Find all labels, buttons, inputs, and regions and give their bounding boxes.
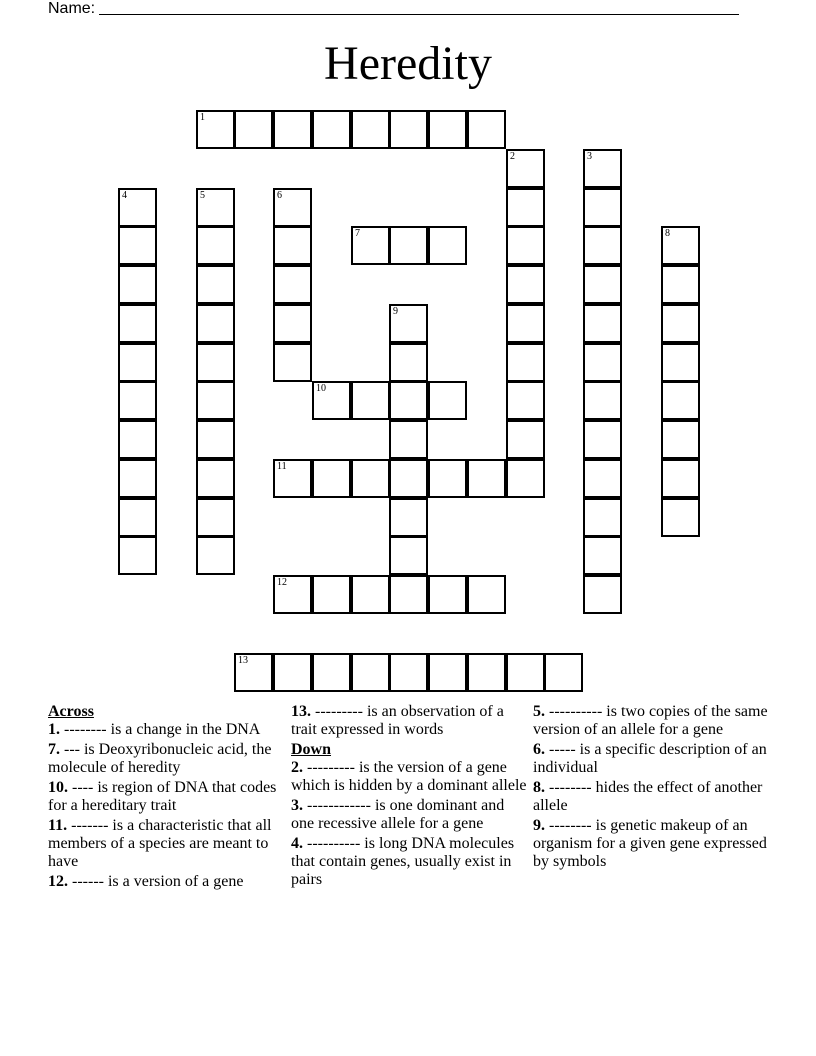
cell-number: 2 <box>510 151 515 162</box>
clue-item <box>48 873 284 891</box>
crossword-cell[interactable] <box>661 304 700 343</box>
clue-text: --------- is the version of a gene which is hidden by a dominant allele <box>291 759 527 794</box>
crossword-cell[interactable] <box>661 265 700 304</box>
page-title: Heredity <box>324 37 492 90</box>
clue-number: 11. <box>48 817 68 834</box>
crossword-cell[interactable] <box>389 653 428 692</box>
crossword-cell[interactable] <box>196 459 235 498</box>
crossword-cell[interactable] <box>273 265 312 304</box>
crossword-cell[interactable] <box>273 575 312 614</box>
crossword-cell[interactable] <box>389 381 428 420</box>
crossword-cell[interactable] <box>661 226 700 265</box>
crossword-cell[interactable] <box>118 420 157 459</box>
clue-item <box>48 721 284 739</box>
crossword-cell[interactable] <box>467 653 506 692</box>
crossword-cell[interactable] <box>273 226 312 265</box>
crossword-cell[interactable] <box>661 459 700 498</box>
cell-number: 8 <box>665 228 670 239</box>
crossword-cell[interactable] <box>389 498 428 537</box>
cell-number: 5 <box>200 190 205 201</box>
cell-number: 1 <box>200 112 205 123</box>
crossword-cell[interactable] <box>506 304 545 343</box>
crossword-cell[interactable] <box>312 653 351 692</box>
crossword-cell[interactable] <box>389 343 428 382</box>
crossword-cell[interactable] <box>583 304 622 343</box>
clue-number: 7. <box>48 741 60 758</box>
cell-number: 11 <box>277 461 287 472</box>
cell-number: 3 <box>587 151 592 162</box>
crossword-cell[interactable] <box>583 149 622 188</box>
crossword-cell[interactable] <box>583 226 622 265</box>
crossword-cell[interactable] <box>118 536 157 575</box>
crossword-cell[interactable] <box>506 149 545 188</box>
clue-number: 9. <box>533 817 545 834</box>
name-label: Name: <box>48 0 96 17</box>
crossword-cell[interactable] <box>389 304 428 343</box>
crossword-cell[interactable] <box>118 188 157 227</box>
crossword-cell[interactable] <box>351 459 390 498</box>
crossword-cell[interactable] <box>428 653 467 692</box>
crossword-cell[interactable] <box>506 653 545 692</box>
crossword-cell[interactable] <box>118 381 157 420</box>
clue-number: 5. <box>533 703 545 720</box>
across-heading: Across <box>48 703 94 720</box>
crossword-cell[interactable] <box>234 653 273 692</box>
crossword-cell[interactable] <box>118 226 157 265</box>
crossword-cell[interactable] <box>273 343 312 382</box>
crossword-cell[interactable] <box>351 575 390 614</box>
clue-item <box>533 817 769 871</box>
crossword-cell[interactable] <box>118 498 157 537</box>
crossword-cell[interactable] <box>661 343 700 382</box>
crossword-cell[interactable] <box>196 226 235 265</box>
clue-number: 6. <box>533 741 545 758</box>
clue-item <box>48 741 284 777</box>
crossword-cell[interactable] <box>544 653 583 692</box>
clue-text: -------- is a change in the DNA <box>60 721 261 738</box>
crossword-cell[interactable] <box>467 110 506 149</box>
down-heading: Down <box>291 741 332 758</box>
crossword-cell[interactable] <box>196 420 235 459</box>
name-underline[interactable] <box>99 0 739 15</box>
clue-number: 1. <box>48 721 60 738</box>
crossword-cell[interactable] <box>467 575 506 614</box>
crossword-cell[interactable] <box>234 110 273 149</box>
crossword-cell[interactable] <box>506 265 545 304</box>
crossword-cell[interactable] <box>389 459 428 498</box>
crossword-cell[interactable] <box>506 459 545 498</box>
crossword-cell[interactable] <box>428 110 467 149</box>
crossword-cell[interactable] <box>389 575 428 614</box>
name-field[interactable] <box>48 0 748 20</box>
crossword-cell[interactable] <box>661 498 700 537</box>
cell-number: 13 <box>238 655 248 666</box>
crossword-cell[interactable] <box>583 459 622 498</box>
clue-column-1 <box>48 703 284 893</box>
clue-text: ----- is a specific description of an individual <box>533 741 767 776</box>
clue-text: ---------- is two copies of the same version of an allele for a gene <box>533 703 768 738</box>
crossword-cell[interactable] <box>118 304 157 343</box>
clue-text: ------- is a characteristic that all members of a species are meant to have <box>48 817 272 870</box>
crossword-cell[interactable] <box>428 381 467 420</box>
crossword-cell[interactable] <box>583 265 622 304</box>
crossword-cell[interactable] <box>312 381 351 420</box>
crossword-cell[interactable] <box>312 459 351 498</box>
cell-number: 4 <box>122 190 127 201</box>
crossword-cell[interactable] <box>389 226 428 265</box>
clue-item <box>533 703 769 739</box>
clue-text: ------------ is one dominant and one recessive allele for a gene <box>291 797 505 832</box>
crossword-cell[interactable] <box>389 536 428 575</box>
crossword-cell[interactable] <box>273 188 312 227</box>
crossword-cell[interactable] <box>428 459 467 498</box>
crossword-cell[interactable] <box>196 536 235 575</box>
clue-text: -------- hides the effect of another allele <box>533 779 763 814</box>
crossword-cell[interactable] <box>273 653 312 692</box>
cell-number: 12 <box>277 577 287 588</box>
clue-number: 13. <box>291 703 311 720</box>
crossword-cell[interactable] <box>312 110 351 149</box>
clue-number: 12. <box>48 873 68 890</box>
clue-text: --------- is an observation of a trait expressed in words <box>291 703 504 738</box>
clue-item <box>291 759 527 795</box>
crossword-cell[interactable] <box>196 188 235 227</box>
crossword-cell[interactable] <box>583 420 622 459</box>
crossword-cell[interactable] <box>661 420 700 459</box>
crossword-cell[interactable] <box>506 188 545 227</box>
crossword-cell[interactable] <box>506 420 545 459</box>
cell-number: 9 <box>393 306 398 317</box>
crossword-cell[interactable] <box>583 343 622 382</box>
crossword-cell[interactable] <box>196 265 235 304</box>
clue-item <box>291 703 527 739</box>
crossword-cell[interactable] <box>196 304 235 343</box>
crossword-cell[interactable] <box>118 459 157 498</box>
crossword-cell[interactable] <box>389 420 428 459</box>
clue-text: ---------- is long DNA molecules that contain genes, usually exist in pairs <box>291 835 515 888</box>
clue-column-3 <box>533 703 769 873</box>
cell-number: 7 <box>355 228 360 239</box>
crossword-cell[interactable] <box>583 381 622 420</box>
clue-number: 8. <box>533 779 545 796</box>
clue-column-2 <box>291 703 527 891</box>
crossword-cell[interactable] <box>506 226 545 265</box>
crossword-cell[interactable] <box>467 459 506 498</box>
crossword-cell[interactable] <box>118 265 157 304</box>
clue-number: 4. <box>291 835 303 852</box>
crossword-cell[interactable] <box>506 343 545 382</box>
clue-text: -------- is genetic makeup of an organism for a given gene expressed by symbols <box>533 817 767 870</box>
crossword-cell[interactable] <box>196 381 235 420</box>
crossword-cell[interactable] <box>351 381 390 420</box>
cell-number: 6 <box>277 190 282 201</box>
clue-number: 3. <box>291 797 303 814</box>
clue-item <box>533 741 769 777</box>
crossword-cell[interactable] <box>428 226 467 265</box>
clue-text: ------ is a version of a gene <box>68 873 244 890</box>
crossword-cell[interactable] <box>583 575 622 614</box>
crossword-cell[interactable] <box>118 343 157 382</box>
crossword-cell[interactable] <box>351 653 390 692</box>
crossword-cell[interactable] <box>196 343 235 382</box>
clue-number: 2. <box>291 759 303 776</box>
crossword-cell[interactable] <box>273 110 312 149</box>
crossword-cell[interactable] <box>351 110 390 149</box>
crossword-cell[interactable] <box>196 498 235 537</box>
clue-number: 10. <box>48 779 68 796</box>
crossword-cell[interactable] <box>273 304 312 343</box>
crossword-cell[interactable] <box>583 498 622 537</box>
crossword-cell[interactable] <box>312 575 351 614</box>
crossword-cell[interactable] <box>273 459 312 498</box>
crossword-cell[interactable] <box>389 110 428 149</box>
crossword-cell[interactable] <box>583 536 622 575</box>
clue-text: --- is Deoxyribonucleic acid, the molecule of heredity <box>48 741 272 776</box>
clue-item <box>533 779 769 815</box>
crossword-cell[interactable] <box>506 381 545 420</box>
crossword-cell[interactable] <box>351 226 390 265</box>
crossword-cell[interactable] <box>196 110 235 149</box>
clue-item <box>48 817 284 871</box>
clue-item <box>291 797 527 833</box>
clue-item <box>48 779 284 815</box>
clue-text: ---- is region of DNA that codes for a hereditary trait <box>48 779 277 814</box>
crossword-cell[interactable] <box>428 575 467 614</box>
clue-item <box>291 835 527 889</box>
crossword-cell[interactable] <box>661 381 700 420</box>
cell-number: 10 <box>316 383 326 394</box>
crossword-cell[interactable] <box>583 188 622 227</box>
